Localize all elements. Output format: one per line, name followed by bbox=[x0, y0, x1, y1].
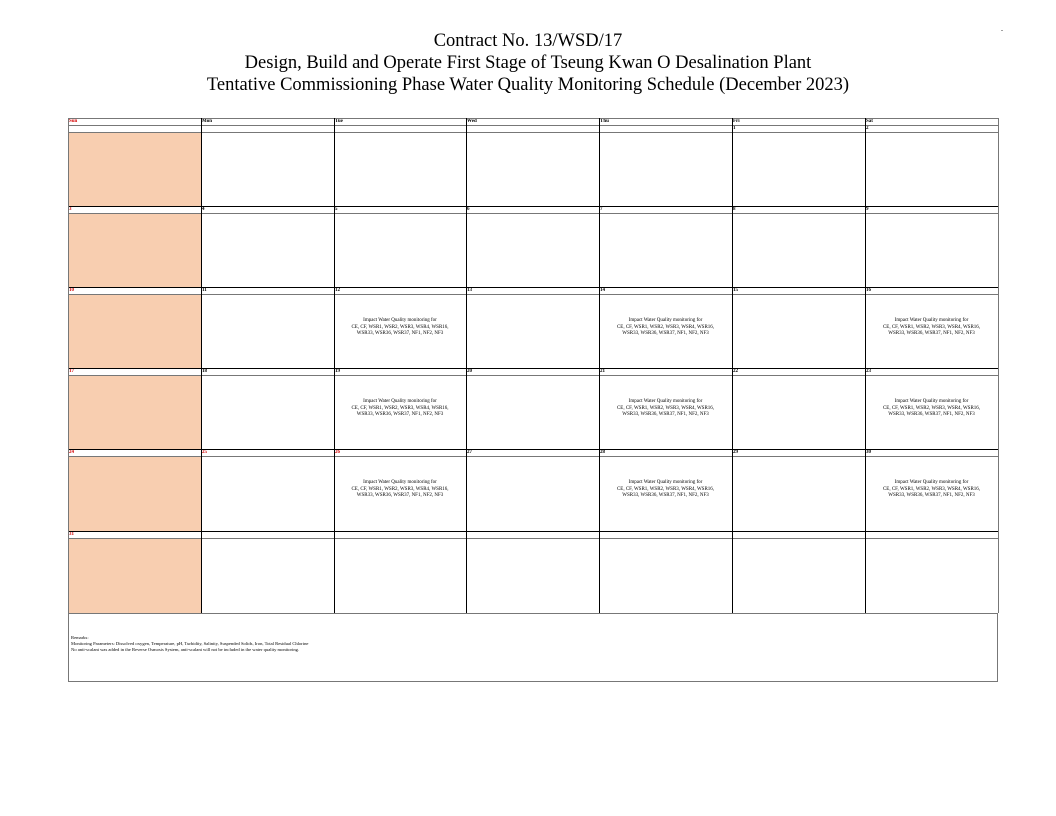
day-cell-17 bbox=[68, 375, 201, 450]
weekday-header-wed: Wed bbox=[467, 119, 477, 124]
day-cell-12 bbox=[334, 294, 466, 369]
day-number: 25 bbox=[202, 450, 207, 455]
day-number: 8 bbox=[733, 207, 736, 212]
weekday-header-sat: Sat bbox=[866, 119, 873, 124]
day-number: 15 bbox=[733, 288, 738, 293]
day-number: 5 bbox=[335, 207, 338, 212]
grid-line bbox=[68, 118, 69, 613]
day-cell-11 bbox=[201, 294, 334, 369]
remarks-box bbox=[68, 613, 998, 682]
day-number: 11 bbox=[202, 288, 207, 293]
weekday-header-mon: Mon bbox=[202, 119, 212, 124]
weekday-header-fri: Fri bbox=[733, 119, 740, 124]
day-cell-28 bbox=[599, 456, 732, 531]
day-number: 27 bbox=[467, 450, 472, 455]
empty-day-number bbox=[599, 125, 732, 132]
monitoring-note-line1: Impact Water Quality monitoring for bbox=[628, 318, 703, 323]
day-number: 24 bbox=[69, 450, 74, 455]
grid-line bbox=[68, 206, 998, 207]
monitoring-note-line2: CE, CF, WSR1, WSR2, WSR3, WSR4, WSR16, bbox=[882, 486, 981, 492]
day-cell-7 bbox=[599, 213, 732, 288]
monitoring-note-line2: CE, CF, WSR1, WSR2, WSR3, WSR4, WSR16, bbox=[351, 486, 449, 492]
day-number: 3 bbox=[69, 207, 72, 212]
day-cell-3 bbox=[68, 213, 201, 288]
empty-day-number bbox=[201, 125, 334, 132]
day-number: 1 bbox=[733, 126, 736, 131]
day-number: 7 bbox=[600, 207, 603, 212]
grid-line bbox=[599, 118, 600, 613]
monitoring-note bbox=[865, 399, 998, 419]
weekday-header-sun: Sun bbox=[69, 119, 78, 124]
empty-day-cell bbox=[865, 538, 998, 613]
monitoring-note-line2: CE, CF, WSR1, WSR2, WSR3, WSR4, WSR16, bbox=[616, 405, 715, 411]
empty-day-number bbox=[201, 531, 334, 538]
corner-mark: . bbox=[1001, 24, 1003, 33]
day-number: 23 bbox=[866, 369, 871, 374]
monitoring-note bbox=[334, 480, 466, 500]
day-number: 31 bbox=[69, 532, 74, 537]
empty-day-number bbox=[68, 125, 201, 132]
monitoring-note-line3: WSR33, WSR36, WSR37, NF1, NF2, NF3 bbox=[888, 493, 975, 498]
empty-day-number bbox=[466, 125, 599, 132]
remarks-parameters: Monitoring Parameters: Dissolved oxygen, Temperature, pH, Turbidity, Salinity, Suspended Solids, Iron, Total Residual Chlorine bbox=[71, 641, 309, 646]
empty-day-number bbox=[334, 125, 466, 132]
day-number: 26 bbox=[335, 450, 340, 455]
grid-line bbox=[68, 368, 998, 369]
empty-day-cell bbox=[732, 538, 865, 613]
monitoring-note-line1: Impact Water Quality monitoring for bbox=[628, 399, 703, 404]
grid-line bbox=[68, 375, 998, 376]
day-number: 4 bbox=[202, 207, 205, 212]
empty-day-number bbox=[865, 531, 998, 538]
monitoring-note-line1: Impact Water Quality monitoring for bbox=[628, 480, 703, 485]
grid-line bbox=[68, 287, 998, 288]
day-number: 10 bbox=[69, 288, 74, 293]
monitoring-note-line3: WSR33, WSR36, WSR37, NF1, NF2, NF3 bbox=[356, 493, 444, 498]
day-cell-24 bbox=[68, 456, 201, 531]
day-number: 12 bbox=[335, 288, 340, 293]
empty-day-cell bbox=[466, 538, 599, 613]
monitoring-note-line3: WSR33, WSR36, WSR37, NF1, NF2, NF3 bbox=[622, 412, 709, 417]
day-number: 14 bbox=[600, 288, 605, 293]
day-number: 6 bbox=[467, 207, 470, 212]
monitoring-note-line1: Impact Water Quality monitoring for bbox=[894, 480, 969, 485]
monitoring-note-line1: Impact Water Quality monitoring for bbox=[363, 318, 437, 323]
day-number: 17 bbox=[69, 369, 74, 374]
day-cell-13 bbox=[466, 294, 599, 369]
day-cell-4 bbox=[201, 213, 334, 288]
monitoring-note-line3: WSR33, WSR36, WSR37, NF1, NF2, NF3 bbox=[356, 331, 444, 336]
day-number: 21 bbox=[600, 369, 605, 374]
grid-line bbox=[865, 118, 866, 613]
day-cell-15 bbox=[732, 294, 865, 369]
day-cell-6 bbox=[466, 213, 599, 288]
monitoring-note bbox=[599, 399, 732, 419]
grid-line bbox=[68, 125, 998, 126]
empty-day-number bbox=[466, 531, 599, 538]
monitoring-note-line2: CE, CF, WSR1, WSR2, WSR3, WSR4, WSR16, bbox=[351, 405, 449, 411]
day-cell-18 bbox=[201, 375, 334, 450]
weekday-header-tue: Tue bbox=[335, 119, 343, 124]
empty-day-cell bbox=[201, 132, 334, 207]
contract-number: Contract No. 13/WSD/17 bbox=[433, 31, 623, 51]
day-cell-19 bbox=[334, 375, 466, 450]
grid-line bbox=[334, 118, 335, 613]
remarks-anti-scalant-note: No anti-scalant was added in the Reverse Osmosis System, anti-scalant will not be included in the water quality monitoring. bbox=[71, 647, 300, 652]
monitoring-note bbox=[599, 480, 732, 500]
grid-line bbox=[68, 538, 998, 539]
monitoring-note-line1: Impact Water Quality monitoring for bbox=[894, 399, 969, 404]
day-number: 13 bbox=[467, 288, 472, 293]
monitoring-note-line3: WSR33, WSR36, WSR37, NF1, NF2, NF3 bbox=[888, 331, 975, 336]
monitoring-note bbox=[334, 318, 466, 338]
empty-day-cell bbox=[201, 538, 334, 613]
day-number: 30 bbox=[866, 450, 871, 455]
day-cell-31 bbox=[68, 538, 201, 613]
monitoring-note-line3: WSR33, WSR36, WSR37, NF1, NF2, NF3 bbox=[356, 412, 444, 417]
monitoring-note-line1: Impact Water Quality monitoring for bbox=[894, 318, 969, 323]
day-number: 22 bbox=[733, 369, 738, 374]
empty-day-number bbox=[334, 531, 466, 538]
day-cell-9 bbox=[865, 213, 998, 288]
monitoring-note-line1: Impact Water Quality monitoring for bbox=[363, 399, 437, 404]
day-number: 29 bbox=[733, 450, 738, 455]
day-cell-21 bbox=[599, 375, 732, 450]
day-cell-2 bbox=[865, 132, 998, 207]
grid-line bbox=[466, 118, 467, 613]
day-cell-22 bbox=[732, 375, 865, 450]
day-cell-29 bbox=[732, 456, 865, 531]
day-cell-8 bbox=[732, 213, 865, 288]
empty-day-number bbox=[732, 531, 865, 538]
day-cell-5 bbox=[334, 213, 466, 288]
monitoring-note-line2: CE, CF, WSR1, WSR2, WSR3, WSR4, WSR16, bbox=[616, 486, 715, 492]
day-cell-30 bbox=[865, 456, 998, 531]
grid-line bbox=[68, 118, 998, 119]
day-number: 28 bbox=[600, 450, 605, 455]
monitoring-note-line3: WSR33, WSR36, WSR37, NF1, NF2, NF3 bbox=[622, 493, 709, 498]
monitoring-note-line3: WSR33, WSR36, WSR37, NF1, NF2, NF3 bbox=[622, 331, 709, 336]
monitoring-note-line2: CE, CF, WSR1, WSR2, WSR3, WSR4, WSR16, bbox=[616, 324, 715, 330]
monitoring-note-line3: WSR33, WSR36, WSR37, NF1, NF2, NF3 bbox=[888, 412, 975, 417]
monitoring-note bbox=[599, 318, 732, 338]
calendar-grid bbox=[68, 118, 998, 613]
day-cell-23 bbox=[865, 375, 998, 450]
monitoring-note-line1: Impact Water Quality monitoring for bbox=[363, 480, 437, 485]
grid-line bbox=[68, 456, 998, 457]
day-number: 20 bbox=[467, 369, 472, 374]
project-title: Design, Build and Operate First Stage of Tseung Kwan O Desalination Plant bbox=[244, 53, 812, 73]
day-cell-10 bbox=[68, 294, 201, 369]
day-cell-26 bbox=[334, 456, 466, 531]
grid-line bbox=[68, 213, 998, 214]
grid-line bbox=[68, 294, 998, 295]
monitoring-note bbox=[334, 399, 466, 419]
schedule-title: Tentative Commissioning Phase Water Quality Monitoring Schedule (December 2023) bbox=[206, 75, 850, 95]
grid-line bbox=[68, 531, 998, 532]
day-number: 9 bbox=[866, 207, 869, 212]
grid-line bbox=[68, 132, 998, 133]
day-cell-1 bbox=[732, 132, 865, 207]
empty-day-cell bbox=[68, 132, 201, 207]
grid-line bbox=[732, 118, 733, 613]
grid-line bbox=[998, 118, 999, 613]
empty-day-number bbox=[599, 531, 732, 538]
day-cell-25 bbox=[201, 456, 334, 531]
monitoring-note-line2: CE, CF, WSR1, WSR2, WSR3, WSR4, WSR16, bbox=[882, 405, 981, 411]
monitoring-note-line2: CE, CF, WSR1, WSR2, WSR3, WSR4, WSR16, bbox=[351, 324, 449, 330]
monitoring-note-line2: CE, CF, WSR1, WSR2, WSR3, WSR4, WSR16, bbox=[882, 324, 981, 330]
grid-line bbox=[201, 118, 202, 613]
remarks-title: Remarks: bbox=[71, 635, 89, 640]
empty-day-cell bbox=[599, 538, 732, 613]
weekday-header-thu: Thu bbox=[600, 119, 609, 124]
day-number: 19 bbox=[335, 369, 340, 374]
monitoring-note bbox=[865, 318, 998, 338]
day-number: 18 bbox=[202, 369, 207, 374]
empty-day-cell bbox=[334, 538, 466, 613]
day-cell-20 bbox=[466, 375, 599, 450]
empty-day-cell bbox=[466, 132, 599, 207]
day-cell-14 bbox=[599, 294, 732, 369]
empty-day-cell bbox=[334, 132, 466, 207]
day-cell-27 bbox=[466, 456, 599, 531]
empty-day-cell bbox=[599, 132, 732, 207]
day-cell-16 bbox=[865, 294, 998, 369]
monitoring-note bbox=[865, 480, 998, 500]
grid-line bbox=[68, 449, 998, 450]
day-number: 16 bbox=[866, 288, 871, 293]
day-number: 2 bbox=[866, 126, 869, 131]
